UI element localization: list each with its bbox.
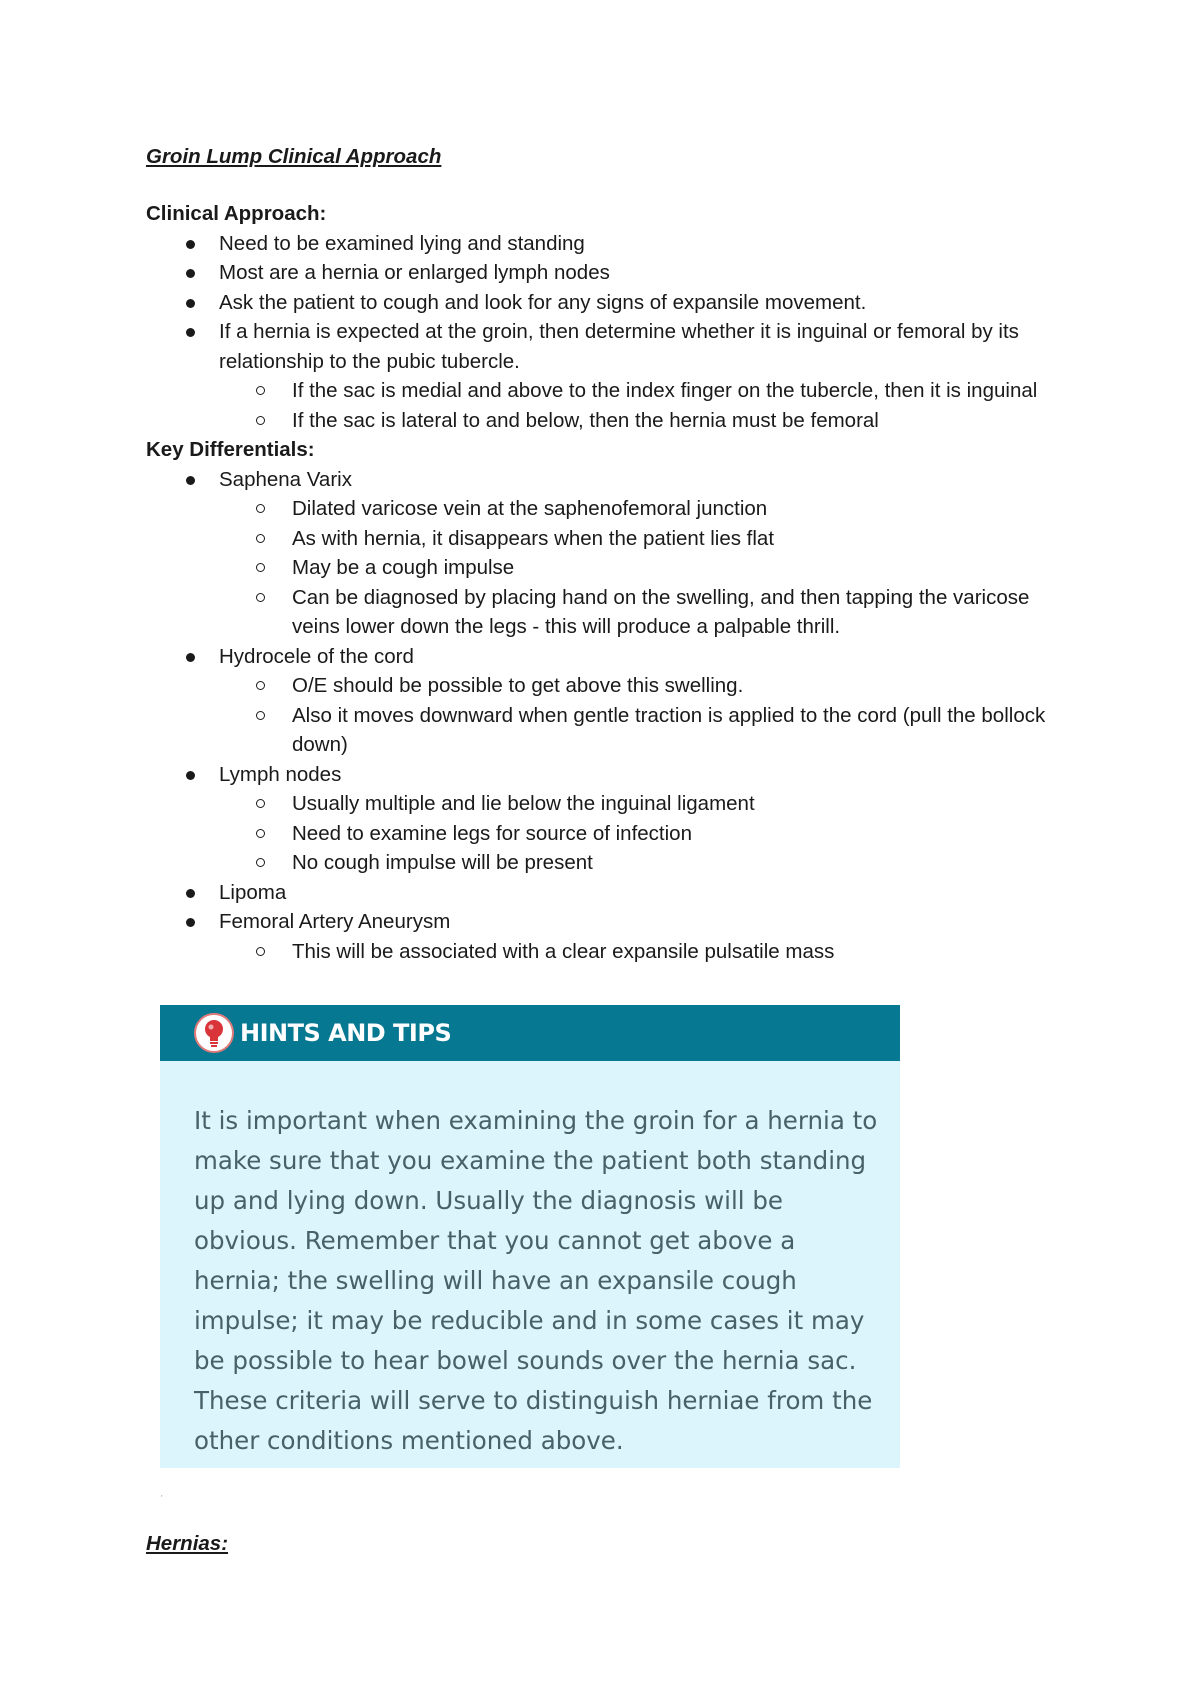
list-item-text: Ask the patient to cough and look for any signs of expansile movement. [219,290,867,314]
list-item-text: Lymph nodes [219,762,342,786]
sub-list-item: O/E should be possible to get above this swelling. [219,671,1076,701]
sub-bullet-list [219,494,1076,642]
sub-list-item: Can be diagnosed by placing hand on the swelling, and then tapping the varicose veins lower down the legs - this will produce a palpable thrill. [219,583,1076,642]
list-item-text: Saphena Varix [219,467,352,491]
list-item [146,878,1076,908]
section-heading: Key Differentials: [146,438,315,461]
sub-list-item: No cough impulse will be present [219,848,1076,878]
sub-list-item: May be a cough impulse [219,553,1076,583]
list-item-text: Need to be examined lying and standing [219,231,585,255]
hints-and-tips-box [160,1005,900,1468]
sections-container [146,199,1076,966]
sub-bullet-list [219,789,1076,878]
list-item [146,642,1076,760]
sub-list-item: Dilated varicose vein at the saphenofemoral junction [219,494,1076,524]
list-item [146,760,1076,878]
list-item-text: Femoral Artery Aneurysm [219,910,451,933]
list-item-text: Lipoma [219,880,287,904]
lightbulb-icon [194,1013,234,1053]
list-item [146,288,1076,318]
list-item [146,465,1076,642]
list-item [146,317,1076,435]
sub-bullet-list [219,376,1076,435]
sub-list-item: As with hernia, it disappears when the patient lies flat [219,524,1076,554]
hints-header [160,1005,900,1061]
bullet-list [146,465,1076,967]
sub-list-item: If the sac is medial and above to the index finger on the tubercle, then it is inguinal [219,376,1076,406]
section-heading: Clinical Approach: [146,202,327,225]
stray-mark: ' [161,1494,163,1503]
list-item-text: Hydrocele of the cord [219,644,414,668]
list-item-text: If a hernia is expected at the groin, then determine whether it is inguinal or femoral by its relationship to the pubic tubercle. [219,320,1019,373]
list-item [146,229,1076,259]
sub-list-item: Need to examine legs for source of infection [219,819,1076,849]
document-body [146,142,1076,966]
sub-list-item: If the sac is lateral to and below, then the hernia must be femoral [219,406,1076,436]
document-title: Groin Lump Clinical Approach [146,145,442,168]
sub-bullet-list [219,937,1076,967]
sub-bullet-list [219,671,1076,760]
sub-list-item: This will be associated with a clear expansile pulsatile mass [219,937,1076,967]
hernias-heading: Hernias: [146,1532,229,1555]
hints-body: It is important when examining the groin for a hernia to make sure that you examine the patient both standing up and lying down. Usually the diagnosis will be obvious. Remember that you cannot get above a hernia; the swelling will have an expansile cough impulse; it may be reducible and in some cases it may be possible to hear bowel sounds over the hernia sac. These criteria will serve to distinguish herniae from the other conditions mentioned above. [194,1106,878,1455]
list-item-text: Most are a hernia or enlarged lymph nodes [219,261,610,284]
hints-title: HINTS AND TIPS [240,1019,452,1047]
sub-list-item: Usually multiple and lie below the inguinal ligament [219,789,1076,819]
bullet-list [146,229,1076,436]
sub-list-item: Also it moves downward when gentle traction is applied to the cord (pull the bollock down) [219,701,1076,760]
list-item [146,258,1076,288]
list-item [146,907,1076,966]
